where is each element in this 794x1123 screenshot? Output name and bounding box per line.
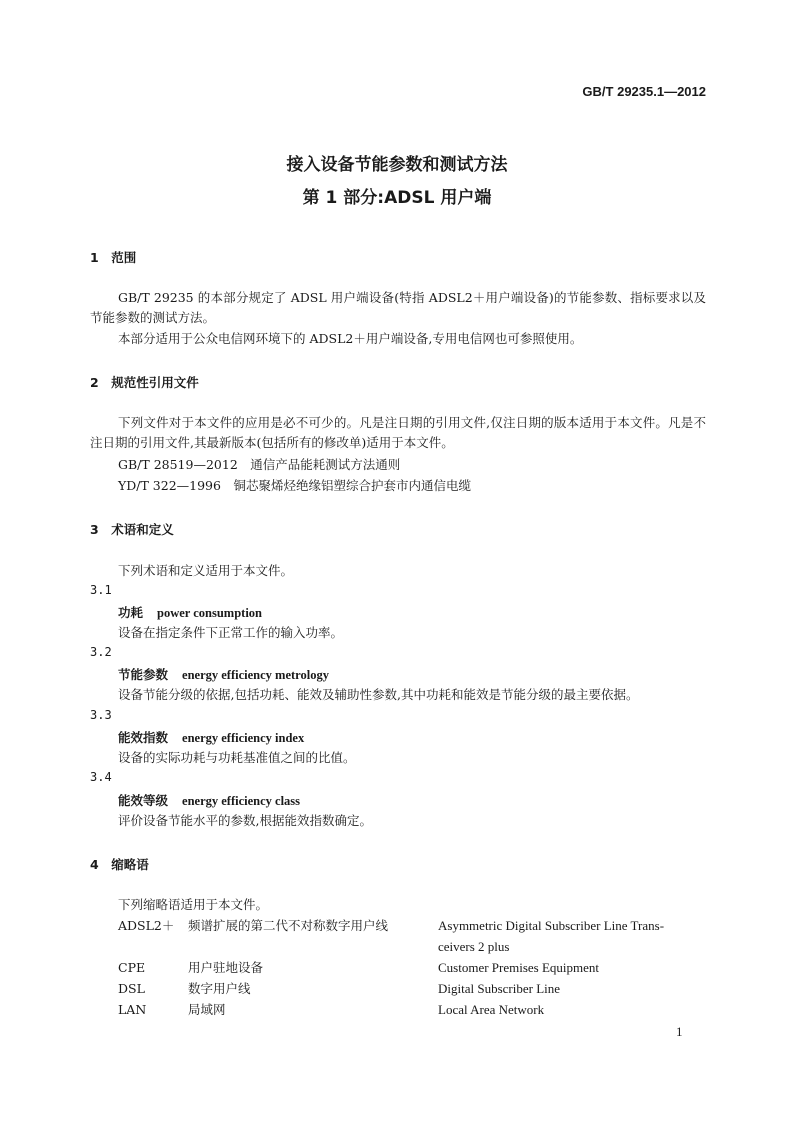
section-heading-scope: 1 范围 [90,250,137,265]
abbreviation-english: Customer Premises Equipment [438,960,600,975]
term-chinese: 能效指数 [118,730,169,745]
document-code: GB/T 29235.1—2012 [582,84,706,99]
abbreviation-chinese: 用户驻地设备 [188,960,264,975]
term-number: 3.4 [90,770,112,784]
reference-item: GB/T 28519—2012 通信产品能耗测试方法通则 [118,457,401,472]
document-subtitle: 第 1 部分:ADSL 用户端 [302,188,492,208]
term-chinese: 功耗 [118,605,144,620]
term-entry [118,603,262,621]
term-english: energy efficiency metrology [182,668,329,682]
paragraph: 下列文件对于本文件的应用是必不可少的。凡是注日期的引用文件,仅注日期的版本适用于本文件。凡是不注日期的引用文件,其最新版本(包括所有的修改单)适用于本文件。 [90,415,706,450]
abbreviation-chinese: 频谱扩展的第二代不对称数字用户线 [188,918,389,933]
term-chinese: 能效等级 [118,793,169,808]
term-definition: 评价设备节能水平的参数,根据能效指数确定。 [118,813,372,828]
term-english: energy efficiency class [182,794,301,808]
abbreviation: ADSL2＋ [118,918,175,933]
abbreviation-english: Digital Subscriber Line [438,981,561,996]
paragraph: GB/T 29235 的本部分规定了 ADSL 用户端设备(特指 ADSL2＋用户端设备)的节能参数、指标要求以及节能参数的测试方法。 [90,290,706,325]
abbreviation-english-continued: ceivers 2 plus [438,939,510,954]
term-number: 3.2 [90,645,112,659]
term-chinese: 节能参数 [118,667,169,682]
term-english: power consumption [157,606,263,620]
abbreviation-chinese: 数字用户线 [188,981,251,996]
document-title: 接入设备节能参数和测试方法 [286,155,508,175]
term-number: 3.3 [90,708,112,722]
term-definition: 设备在指定条件下正常工作的输入功率。 [118,625,344,640]
abbreviation-english: Local Area Network [438,1002,545,1017]
term-english: energy efficiency index [182,731,305,745]
abbreviation-chinese: 局域网 [188,1002,226,1017]
abbreviation: LAN [118,1002,147,1017]
term-entry [118,665,329,683]
reference-item: YD/T 322—1996 铜芯聚烯烃绝缘铝塑综合护套市内通信电缆 [118,478,471,493]
abbreviation: CPE [118,960,146,975]
term-definition: 设备节能分级的依据,包括功耗、能效及辅助性参数,其中功耗和能效是节能分级的最主要依据。 [118,687,639,702]
term-entry [118,791,300,809]
paragraph: 本部分适用于公众电信网环境下的 ADSL2＋用户端设备,专用电信网也可参照使用。 [118,331,583,346]
paragraph: 下列术语和定义适用于本文件。 [118,563,294,578]
paragraph: 下列缩略语适用于本文件。 [118,897,269,912]
section-heading-normative-references: 2 规范性引用文件 [90,375,199,390]
section-heading-terms: 3 术语和定义 [90,522,174,537]
page-number: 1 [676,1024,683,1039]
term-number: 3.1 [90,583,112,597]
section-heading-abbreviations: 4 缩略语 [90,857,149,872]
term-definition: 设备的实际功耗与功耗基准值之间的比值。 [118,750,356,765]
term-entry [118,728,304,746]
abbreviation-english: Asymmetric Digital Subscriber Line Trans- [438,918,665,933]
abbreviation: DSL [118,981,145,996]
